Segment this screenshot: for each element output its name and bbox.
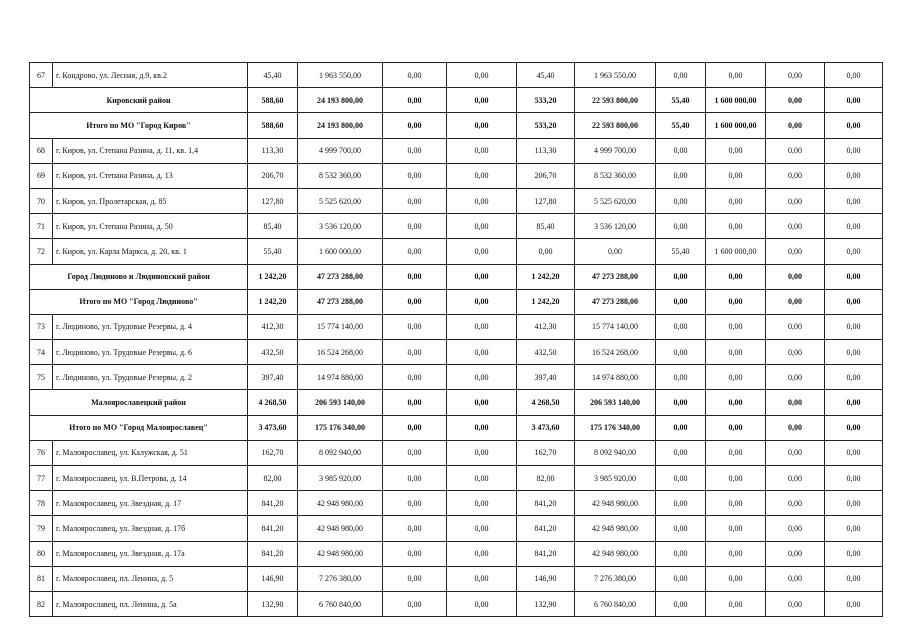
address-cell: г. Малоярославец, пл. Ленина, д. 5 (53, 566, 248, 591)
group-title: Малоярославецкий район (30, 390, 248, 415)
value-cell: 42 948 980,00 (575, 516, 656, 541)
value-cell: 132,90 (517, 591, 575, 616)
value-cell: 0,00 (383, 188, 447, 213)
value-cell: 1 600 000,00 (706, 113, 766, 138)
value-cell: 0,00 (766, 491, 825, 516)
value-cell: 0,00 (706, 289, 766, 314)
value-cell: 0,00 (656, 415, 706, 440)
value-cell: 0,00 (447, 491, 517, 516)
value-cell: 0,00 (656, 440, 706, 465)
value-cell: 0,00 (706, 314, 766, 339)
row-number: 73 (30, 314, 53, 339)
value-cell: 0,00 (825, 516, 883, 541)
value-cell: 8 092 940,00 (298, 440, 383, 465)
value-cell: 0,00 (383, 138, 447, 163)
value-cell: 0,00 (825, 113, 883, 138)
row-number: 81 (30, 566, 53, 591)
value-cell: 0,00 (766, 289, 825, 314)
value-cell: 432,50 (248, 340, 298, 365)
value-cell: 0,00 (447, 440, 517, 465)
value-cell: 0,00 (447, 113, 517, 138)
value-cell: 0,00 (825, 138, 883, 163)
value-cell: 0,00 (825, 239, 883, 264)
value-cell: 3 985 920,00 (575, 466, 656, 491)
value-cell: 0,00 (383, 365, 447, 390)
value-cell: 0,00 (825, 541, 883, 566)
row-number: 82 (30, 591, 53, 616)
value-cell: 24 193 800,00 (298, 88, 383, 113)
value-cell: 0,00 (766, 163, 825, 188)
table-row (30, 440, 883, 465)
value-cell: 0,00 (656, 264, 706, 289)
table-row (30, 566, 883, 591)
value-cell: 45,40 (517, 63, 575, 88)
value-cell: 127,80 (517, 188, 575, 213)
value-cell: 0,00 (766, 466, 825, 491)
value-cell: 175 176 340,00 (298, 415, 383, 440)
table-row (30, 188, 883, 213)
value-cell: 146,90 (248, 566, 298, 591)
row-number: 78 (30, 491, 53, 516)
value-cell: 0,00 (825, 491, 883, 516)
value-cell: 0,00 (447, 415, 517, 440)
table-row (30, 340, 883, 365)
address-cell: г. Киров, ул. Степана Разина, д. 11, кв. 1,4 (53, 138, 248, 163)
value-cell: 146,90 (517, 566, 575, 591)
value-cell: 1 600 000,00 (706, 88, 766, 113)
value-cell: 3 473,60 (248, 415, 298, 440)
value-cell: 0,00 (447, 591, 517, 616)
value-cell: 5 525 620,00 (298, 188, 383, 213)
value-cell: 22 593 800,00 (575, 88, 656, 113)
value-cell: 0,00 (656, 63, 706, 88)
value-cell: 0,00 (383, 113, 447, 138)
value-cell: 0,00 (706, 390, 766, 415)
value-cell: 0,00 (575, 239, 656, 264)
value-cell: 42 948 980,00 (298, 516, 383, 541)
value-cell: 14 974 880,00 (298, 365, 383, 390)
value-cell: 82,00 (248, 466, 298, 491)
value-cell: 0,00 (766, 239, 825, 264)
value-cell: 206 593 140,00 (575, 390, 656, 415)
value-cell: 3 985 920,00 (298, 466, 383, 491)
value-cell: 5 525 620,00 (575, 188, 656, 213)
value-cell: 0,00 (383, 314, 447, 339)
value-cell: 47 273 288,00 (298, 289, 383, 314)
value-cell: 0,00 (383, 340, 447, 365)
value-cell: 0,00 (447, 289, 517, 314)
value-cell: 0,00 (383, 88, 447, 113)
value-cell: 0,00 (706, 163, 766, 188)
value-cell: 0,00 (766, 390, 825, 415)
row-number: 70 (30, 188, 53, 213)
value-cell: 0,00 (706, 214, 766, 239)
address-cell: г. Людиново, ул. Трудовые Резервы, д. 2 (53, 365, 248, 390)
table-row (30, 138, 883, 163)
value-cell: 0,00 (825, 591, 883, 616)
value-cell: 0,00 (656, 340, 706, 365)
value-cell: 113,30 (517, 138, 575, 163)
table-row (30, 466, 883, 491)
value-cell: 0,00 (447, 541, 517, 566)
value-cell: 0,00 (383, 466, 447, 491)
table-row (30, 591, 883, 616)
value-cell: 55,40 (656, 239, 706, 264)
row-number: 69 (30, 163, 53, 188)
value-cell: 0,00 (825, 415, 883, 440)
value-cell: 42 948 980,00 (298, 491, 383, 516)
group-total-row (30, 415, 883, 440)
value-cell: 0,00 (766, 63, 825, 88)
value-cell: 0,00 (447, 390, 517, 415)
value-cell: 82,00 (517, 466, 575, 491)
value-cell: 0,00 (447, 163, 517, 188)
value-cell: 0,00 (706, 188, 766, 213)
value-cell: 6 760 840,00 (298, 591, 383, 616)
value-cell: 4 268,50 (517, 390, 575, 415)
table-row (30, 491, 883, 516)
value-cell: 0,00 (825, 63, 883, 88)
value-cell: 8 532 360,00 (575, 163, 656, 188)
value-cell: 1 242,20 (517, 264, 575, 289)
value-cell: 0,00 (656, 163, 706, 188)
value-cell: 6 760 840,00 (575, 591, 656, 616)
value-cell: 588,60 (248, 113, 298, 138)
value-cell: 162,70 (248, 440, 298, 465)
row-number: 79 (30, 516, 53, 541)
value-cell: 0,00 (656, 591, 706, 616)
table-row (30, 365, 883, 390)
value-cell: 55,40 (656, 88, 706, 113)
address-cell: г. Киров, ул. Степана Разина, д. 13 (53, 163, 248, 188)
group-title: Кировский район (30, 88, 248, 113)
value-cell: 3 536 120,00 (575, 214, 656, 239)
value-cell: 0,00 (706, 516, 766, 541)
value-cell: 0,00 (825, 466, 883, 491)
value-cell: 0,00 (766, 541, 825, 566)
value-cell: 55,40 (656, 113, 706, 138)
value-cell: 841,20 (248, 516, 298, 541)
value-cell: 175 176 340,00 (575, 415, 656, 440)
value-cell: 0,00 (766, 188, 825, 213)
value-cell: 0,00 (447, 264, 517, 289)
value-cell: 0,00 (825, 289, 883, 314)
value-cell: 841,20 (517, 541, 575, 566)
value-cell: 0,00 (656, 516, 706, 541)
value-cell: 0,00 (706, 415, 766, 440)
value-cell: 1 242,20 (517, 289, 575, 314)
value-cell: 22 593 800,00 (575, 113, 656, 138)
value-cell: 0,00 (825, 440, 883, 465)
value-cell: 0,00 (766, 113, 825, 138)
value-cell: 0,00 (383, 591, 447, 616)
row-number: 72 (30, 239, 53, 264)
value-cell: 0,00 (383, 541, 447, 566)
row-number: 80 (30, 541, 53, 566)
value-cell: 0,00 (383, 163, 447, 188)
address-cell: г. Киров, ул. Карла Маркса, д. 20, кв. 1 (53, 239, 248, 264)
value-cell: 0,00 (766, 415, 825, 440)
value-cell: 47 273 288,00 (575, 289, 656, 314)
value-cell: 841,20 (517, 491, 575, 516)
value-cell: 42 948 980,00 (575, 541, 656, 566)
value-cell: 47 273 288,00 (298, 264, 383, 289)
group-title: Итого по МО "Город Киров" (30, 113, 248, 138)
value-cell: 0,00 (656, 138, 706, 163)
value-cell: 0,00 (383, 440, 447, 465)
value-cell: 0,00 (447, 516, 517, 541)
value-cell: 0,00 (766, 88, 825, 113)
value-cell: 0,00 (383, 491, 447, 516)
value-cell: 0,00 (447, 188, 517, 213)
row-number: 77 (30, 466, 53, 491)
value-cell: 397,40 (248, 365, 298, 390)
value-cell: 0,00 (447, 239, 517, 264)
value-cell: 8 092 940,00 (575, 440, 656, 465)
value-cell: 55,40 (248, 239, 298, 264)
value-cell: 0,00 (766, 314, 825, 339)
value-cell: 1 963 550,00 (575, 63, 656, 88)
value-cell: 0,00 (517, 239, 575, 264)
value-cell: 432,50 (517, 340, 575, 365)
value-cell: 0,00 (825, 390, 883, 415)
value-cell: 24 193 800,00 (298, 113, 383, 138)
value-cell: 8 532 360,00 (298, 163, 383, 188)
group-title: Итого по МО "Город Малоярославец" (30, 415, 248, 440)
row-number: 71 (30, 214, 53, 239)
value-cell: 7 276 380,00 (575, 566, 656, 591)
table-row (30, 314, 883, 339)
value-cell: 0,00 (766, 340, 825, 365)
row-number: 68 (30, 138, 53, 163)
value-cell: 588,60 (248, 88, 298, 113)
value-cell: 0,00 (383, 566, 447, 591)
value-cell: 0,00 (706, 466, 766, 491)
address-cell: г. Людиново, ул. Трудовые Резервы, д. 4 (53, 314, 248, 339)
value-cell: 206,70 (517, 163, 575, 188)
value-cell: 0,00 (383, 415, 447, 440)
value-cell: 0,00 (656, 466, 706, 491)
value-cell: 16 524 268,00 (298, 340, 383, 365)
table-row (30, 239, 883, 264)
value-cell: 0,00 (656, 491, 706, 516)
value-cell: 42 948 980,00 (298, 541, 383, 566)
value-cell: 0,00 (447, 88, 517, 113)
address-cell: г. Людиново, ул. Трудовые Резервы, д. 6 (53, 340, 248, 365)
group-total-row (30, 88, 883, 113)
value-cell: 0,00 (706, 264, 766, 289)
value-cell: 0,00 (706, 591, 766, 616)
group-total-row (30, 264, 883, 289)
value-cell: 4 999 700,00 (298, 138, 383, 163)
group-total-row (30, 390, 883, 415)
value-cell: 15 774 140,00 (298, 314, 383, 339)
value-cell: 0,00 (825, 163, 883, 188)
group-title: Итого по МО "Город Людиново" (30, 289, 248, 314)
row-number: 76 (30, 440, 53, 465)
table-body (30, 63, 883, 617)
table-row (30, 163, 883, 188)
value-cell: 0,00 (447, 214, 517, 239)
value-cell: 0,00 (706, 340, 766, 365)
value-cell: 0,00 (706, 566, 766, 591)
value-cell: 0,00 (447, 466, 517, 491)
value-cell: 7 276 380,00 (298, 566, 383, 591)
value-cell: 0,00 (706, 440, 766, 465)
value-cell: 0,00 (766, 566, 825, 591)
address-cell: г. Кондрово, ул. Лесная, д.9, кв.2 (53, 63, 248, 88)
value-cell: 0,00 (706, 541, 766, 566)
row-number: 74 (30, 340, 53, 365)
value-cell: 0,00 (656, 214, 706, 239)
value-cell: 0,00 (383, 390, 447, 415)
value-cell: 0,00 (706, 491, 766, 516)
value-cell: 206,70 (248, 163, 298, 188)
value-cell: 0,00 (447, 314, 517, 339)
value-cell: 0,00 (656, 365, 706, 390)
address-cell: г. Малоярославец, ул. Калужская, д. 51 (53, 440, 248, 465)
value-cell: 14 974 880,00 (575, 365, 656, 390)
value-cell: 45,40 (248, 63, 298, 88)
value-cell: 0,00 (383, 289, 447, 314)
table-row (30, 214, 883, 239)
value-cell: 0,00 (656, 289, 706, 314)
value-cell: 127,80 (248, 188, 298, 213)
value-cell: 0,00 (447, 566, 517, 591)
value-cell: 0,00 (656, 541, 706, 566)
value-cell: 0,00 (825, 365, 883, 390)
value-cell: 0,00 (383, 516, 447, 541)
value-cell: 85,40 (517, 214, 575, 239)
value-cell: 533,20 (517, 88, 575, 113)
address-cell: г. Малоярославец, ул. В.Петрова, д. 14 (53, 466, 248, 491)
value-cell: 841,20 (248, 541, 298, 566)
value-cell: 16 524 268,00 (575, 340, 656, 365)
value-cell: 0,00 (656, 566, 706, 591)
value-cell: 412,30 (248, 314, 298, 339)
value-cell: 0,00 (825, 264, 883, 289)
value-cell: 1 963 550,00 (298, 63, 383, 88)
value-cell: 4 999 700,00 (575, 138, 656, 163)
value-cell: 0,00 (656, 188, 706, 213)
value-cell: 0,00 (766, 440, 825, 465)
value-cell: 0,00 (766, 138, 825, 163)
value-cell: 0,00 (447, 138, 517, 163)
address-cell: г. Киров, ул. Степана Разина, д. 50 (53, 214, 248, 239)
value-cell: 47 273 288,00 (575, 264, 656, 289)
table-row (30, 516, 883, 541)
address-cell: г. Малоярославец, ул. Звездная, д. 17 (53, 491, 248, 516)
row-number: 75 (30, 365, 53, 390)
value-cell: 0,00 (766, 516, 825, 541)
value-cell: 15 774 140,00 (575, 314, 656, 339)
value-cell: 0,00 (706, 63, 766, 88)
value-cell: 0,00 (383, 239, 447, 264)
value-cell: 0,00 (706, 365, 766, 390)
group-title: Город Людиново и Людиновский район (30, 264, 248, 289)
address-cell: г. Малоярославец, пл. Ленина, д. 5а (53, 591, 248, 616)
value-cell: 1 600 000,00 (706, 239, 766, 264)
value-cell: 0,00 (825, 340, 883, 365)
value-cell: 3 536 120,00 (298, 214, 383, 239)
value-cell: 0,00 (766, 591, 825, 616)
value-cell: 397,40 (517, 365, 575, 390)
value-cell: 1 242,20 (248, 264, 298, 289)
address-cell: г. Малоярославец, ул. Звездная, д. 17а (53, 541, 248, 566)
value-cell: 0,00 (766, 264, 825, 289)
value-cell: 0,00 (656, 390, 706, 415)
value-cell: 42 948 980,00 (575, 491, 656, 516)
value-cell: 0,00 (447, 365, 517, 390)
value-cell: 0,00 (825, 566, 883, 591)
group-total-row (30, 289, 883, 314)
value-cell: 0,00 (447, 340, 517, 365)
value-cell: 0,00 (766, 214, 825, 239)
group-total-row (30, 113, 883, 138)
row-number: 67 (30, 63, 53, 88)
value-cell: 4 268,50 (248, 390, 298, 415)
value-cell: 3 473,60 (517, 415, 575, 440)
value-cell: 85,40 (248, 214, 298, 239)
value-cell: 0,00 (825, 188, 883, 213)
value-cell: 0,00 (447, 63, 517, 88)
value-cell: 0,00 (825, 214, 883, 239)
value-cell: 0,00 (825, 314, 883, 339)
value-cell: 841,20 (517, 516, 575, 541)
table-row (30, 63, 883, 88)
value-cell: 206 593 140,00 (298, 390, 383, 415)
value-cell: 0,00 (706, 138, 766, 163)
value-cell: 1 600 000,00 (298, 239, 383, 264)
value-cell: 0,00 (825, 88, 883, 113)
address-cell: г. Малоярославец, ул. Звездная, д. 17б (53, 516, 248, 541)
table-row (30, 541, 883, 566)
value-cell: 113,30 (248, 138, 298, 163)
value-cell: 162,70 (517, 440, 575, 465)
value-cell: 841,20 (248, 491, 298, 516)
value-cell: 0,00 (383, 264, 447, 289)
value-cell: 412,30 (517, 314, 575, 339)
value-cell: 0,00 (766, 365, 825, 390)
value-cell: 0,00 (656, 314, 706, 339)
value-cell: 0,00 (383, 214, 447, 239)
resettlement-table (29, 62, 883, 617)
value-cell: 132,90 (248, 591, 298, 616)
address-cell: г. Киров, ул. Пролетарская, д. 85 (53, 188, 248, 213)
value-cell: 1 242,20 (248, 289, 298, 314)
value-cell: 0,00 (383, 63, 447, 88)
value-cell: 533,20 (517, 113, 575, 138)
